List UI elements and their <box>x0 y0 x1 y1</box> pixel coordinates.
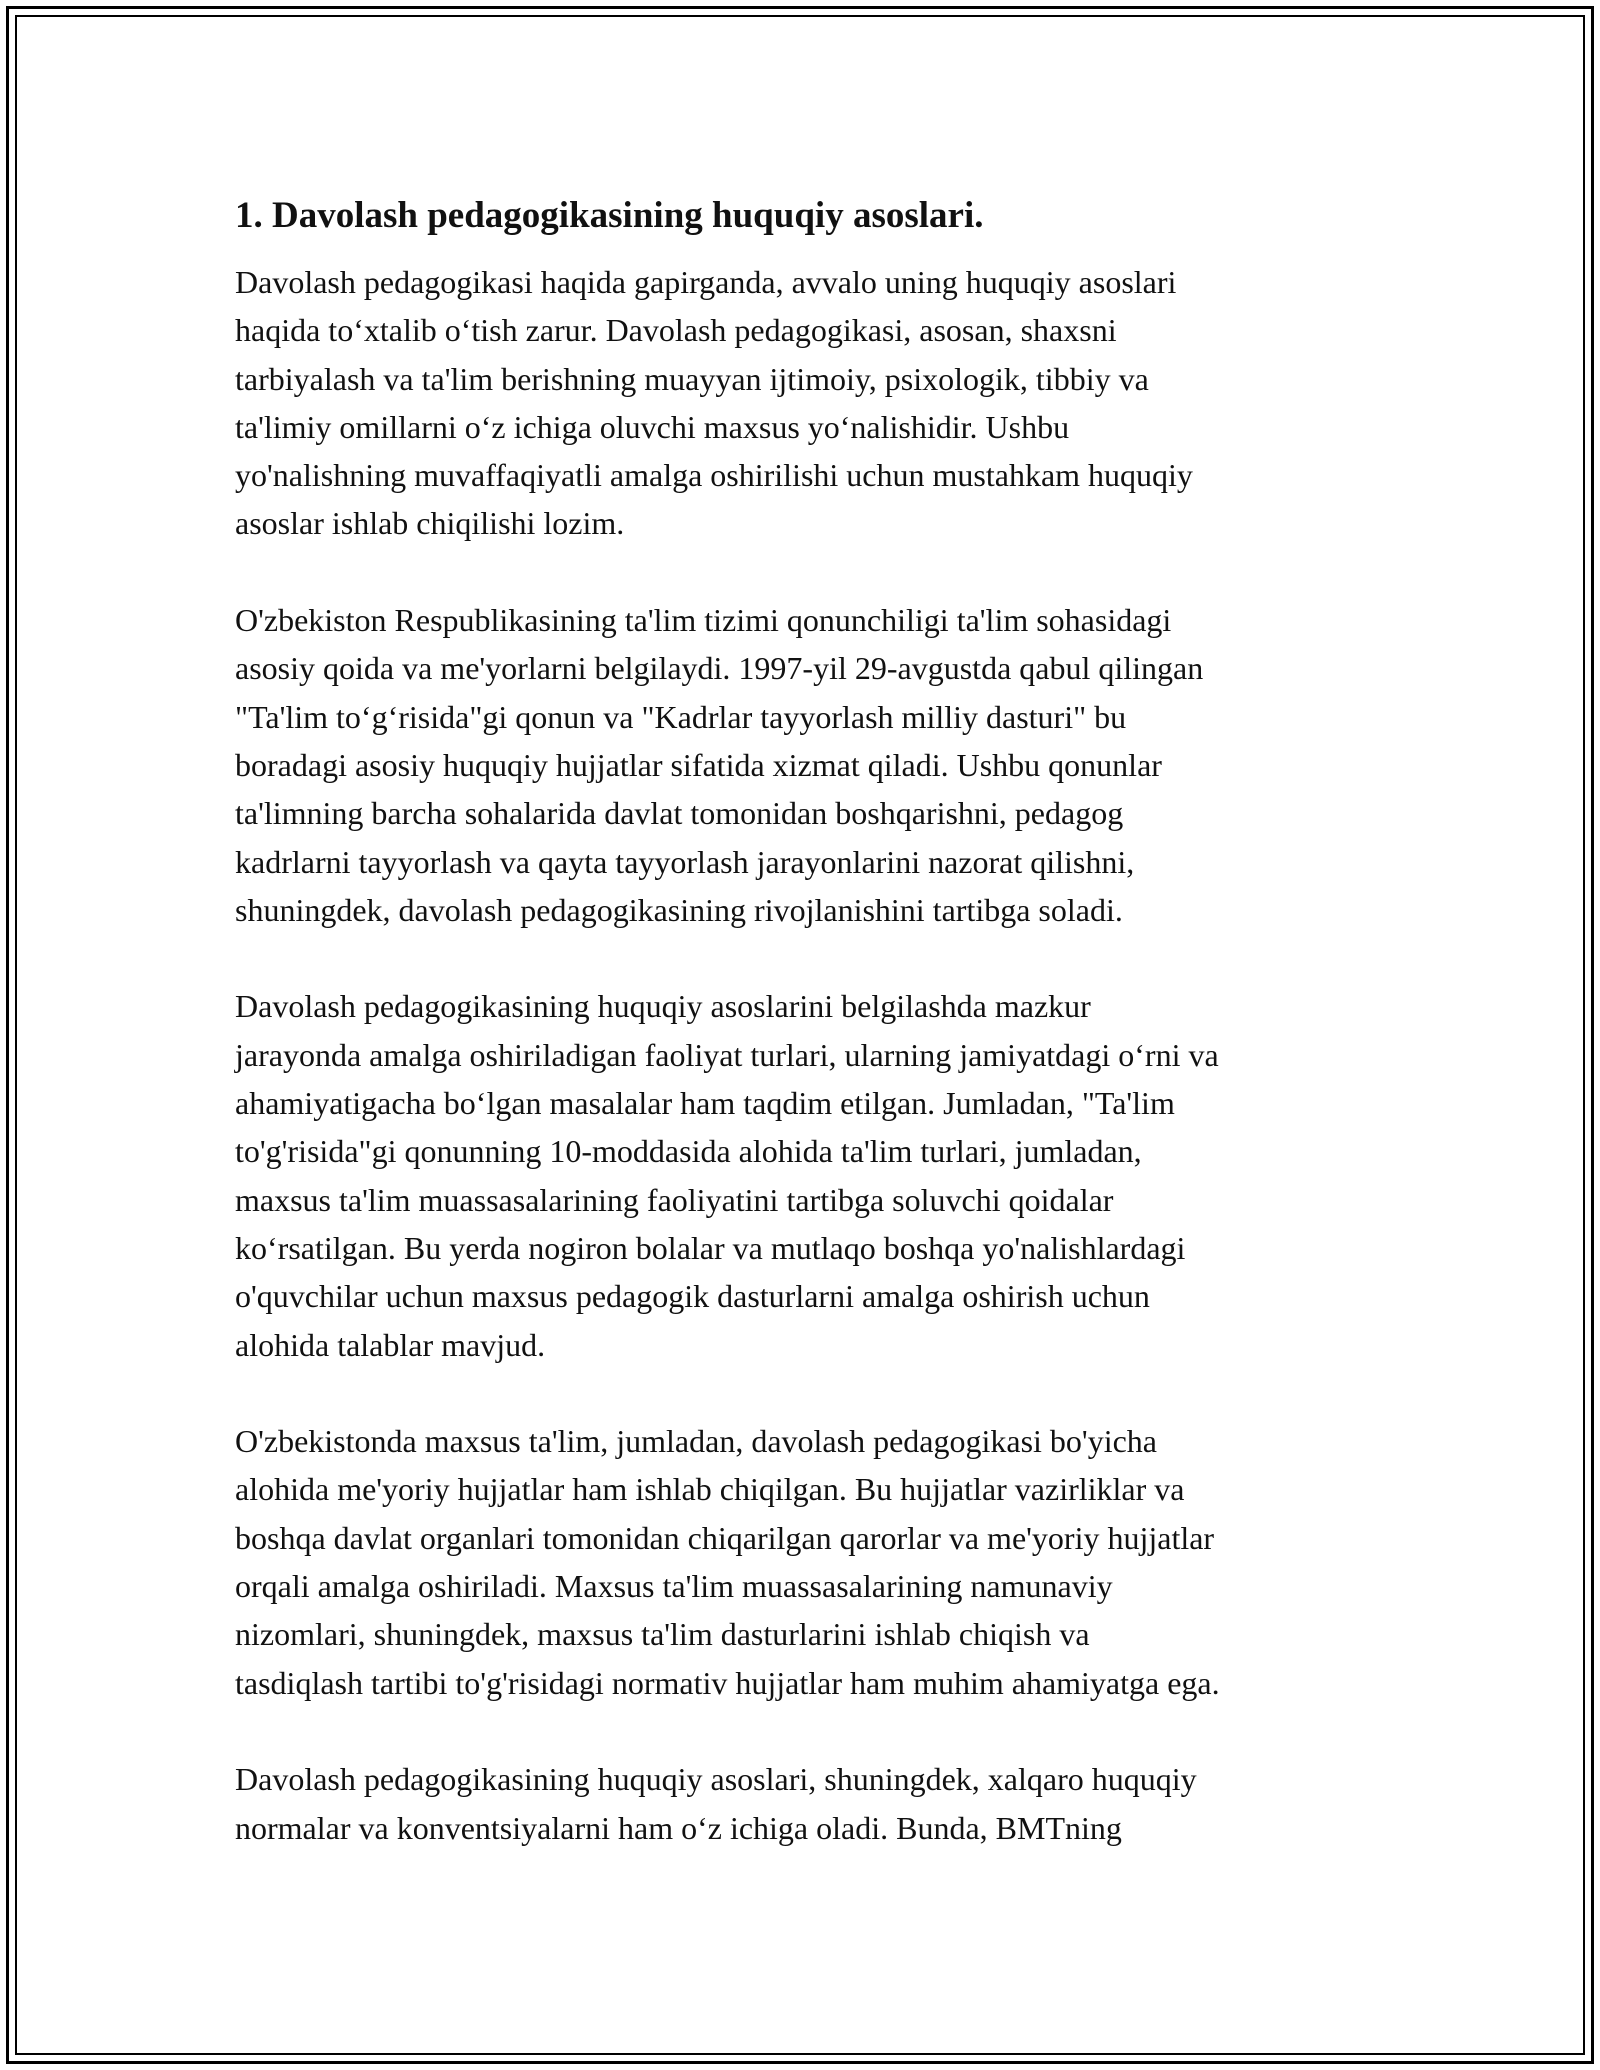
text-line: jarayonda amalga oshiriladigan faoliyat turlari, ularning jamiyatdagi o‘rni va <box>235 1036 1219 1073</box>
text-line: O'zbekistonda maxsus ta'lim, jumladan, davolash pedagogikasi bo'yicha <box>235 1423 1157 1460</box>
paragraph-3 <box>235 982 1375 1368</box>
paragraph-5 <box>235 1755 1375 1852</box>
text-line: boradagi asosiy huquqiy hujjatlar sifatida xizmat qiladi. Ushbu qonunlar <box>235 746 1162 783</box>
text-line: ta'limning barcha sohalarida davlat tomonidan boshqarishni, pedagog <box>235 795 1124 832</box>
text-line: tasdiqlash tartibi to'g'risidagi normativ hujjatlar ham muhim ahamiyatga ega. <box>235 1664 1220 1701</box>
text-line: Davolash pedagogikasi haqida gapirganda, avvalo uning huquqiy asoslari <box>235 264 1177 300</box>
text-line: asoslar ishlab chiqilishi lozim. <box>235 505 625 542</box>
text-line: to'g'risida"gi qonunning 10-moddasida alohida ta'lim turlari, jumladan, <box>235 1133 1142 1170</box>
text-line: boshqa davlat organlari tomonidan chiqarilgan qarorlar va me'yoriy hujjatlar <box>235 1519 1215 1556</box>
text-line: Davolash pedagogikasining huquqiy asoslarini belgilashda mazkur <box>235 988 1091 1025</box>
text-line: normalar va konventsiyalarni ham o‘z ichiga oladi. Bunda, BMTning <box>235 1809 1122 1846</box>
text-line: O'zbekiston Respublikasining ta'lim tizimi qonunchiligi ta'lim sohasidagi <box>235 602 1172 639</box>
paragraph-1 <box>235 258 1375 548</box>
text-line: shuningdek, davolash pedagogikasining rivojlanishini tartibga soladi. <box>235 891 1123 928</box>
text-line: ahamiyatigacha bo‘lgan masalalar ham taqdim etilgan. Jumladan, "Ta'lim <box>235 1085 1175 1122</box>
text-line: nizomlari, shuningdek, maxsus ta'lim dasturlarini ishlab chiqish va <box>235 1616 1090 1653</box>
text-line: Davolash pedagogikasining huquqiy asoslari, shuningdek, xalqaro huquqiy <box>235 1761 1197 1798</box>
text-line: o'quvchilar uchun maxsus pedagogik dasturlarni amalga oshirish uchun <box>235 1278 1150 1315</box>
document-body <box>235 188 1375 1900</box>
text-line: kadrlarni tayyorlash va qayta tayyorlash jarayonlarini nazorat qilishni, <box>235 843 1135 880</box>
text-line: ta'limiy omillarni o‘z ichiga oluvchi maxsus yo‘nalishidir. Ushbu <box>235 408 1070 445</box>
text-line: tarbiyalash va ta'lim berishning muayyan ijtimoiy, psixologik, tibbiy va <box>235 360 1149 397</box>
text-line: asosiy qoida va me'yorlarni belgilaydi. 1997-yil 29-avgustda qabul qilingan <box>235 650 1204 687</box>
text-line: orqali amalga oshiriladi. Maxsus ta'lim muassasalarining namunaviy <box>235 1568 1113 1605</box>
text-line: alohida me'yoriy hujjatlar ham ishlab chiqilgan. Bu hujjatlar vazirliklar va <box>235 1471 1185 1508</box>
paragraph-4 <box>235 1417 1375 1707</box>
paragraph-2 <box>235 596 1375 934</box>
text-line: yo'nalishning muvaffaqiyatli amalga oshirilishi uchun mustahkam huquqiy <box>235 457 1193 494</box>
text-line: maxsus ta'lim muassasalarining faoliyatini tartibga soluvchi qoidalar <box>235 1181 1114 1218</box>
text-line: "Ta'lim to‘g‘risida"gi qonun va "Kadrlar tayyorlash milliy dasturi" bu <box>235 698 1127 735</box>
text-line: haqida to‘xtalib o‘tish zarur. Davolash pedagogikasi, asosan, shaxsni <box>235 312 1117 349</box>
section-heading: 1. Davolash pedagogikasining huquqiy asoslari. <box>235 195 984 236</box>
text-line: ko‘rsatilgan. Bu yerda nogiron bolalar va mutlaqo boshqa yo'nalishlardagi <box>235 1229 1186 1266</box>
text-line: alohida talablar mavjud. <box>235 1326 546 1363</box>
